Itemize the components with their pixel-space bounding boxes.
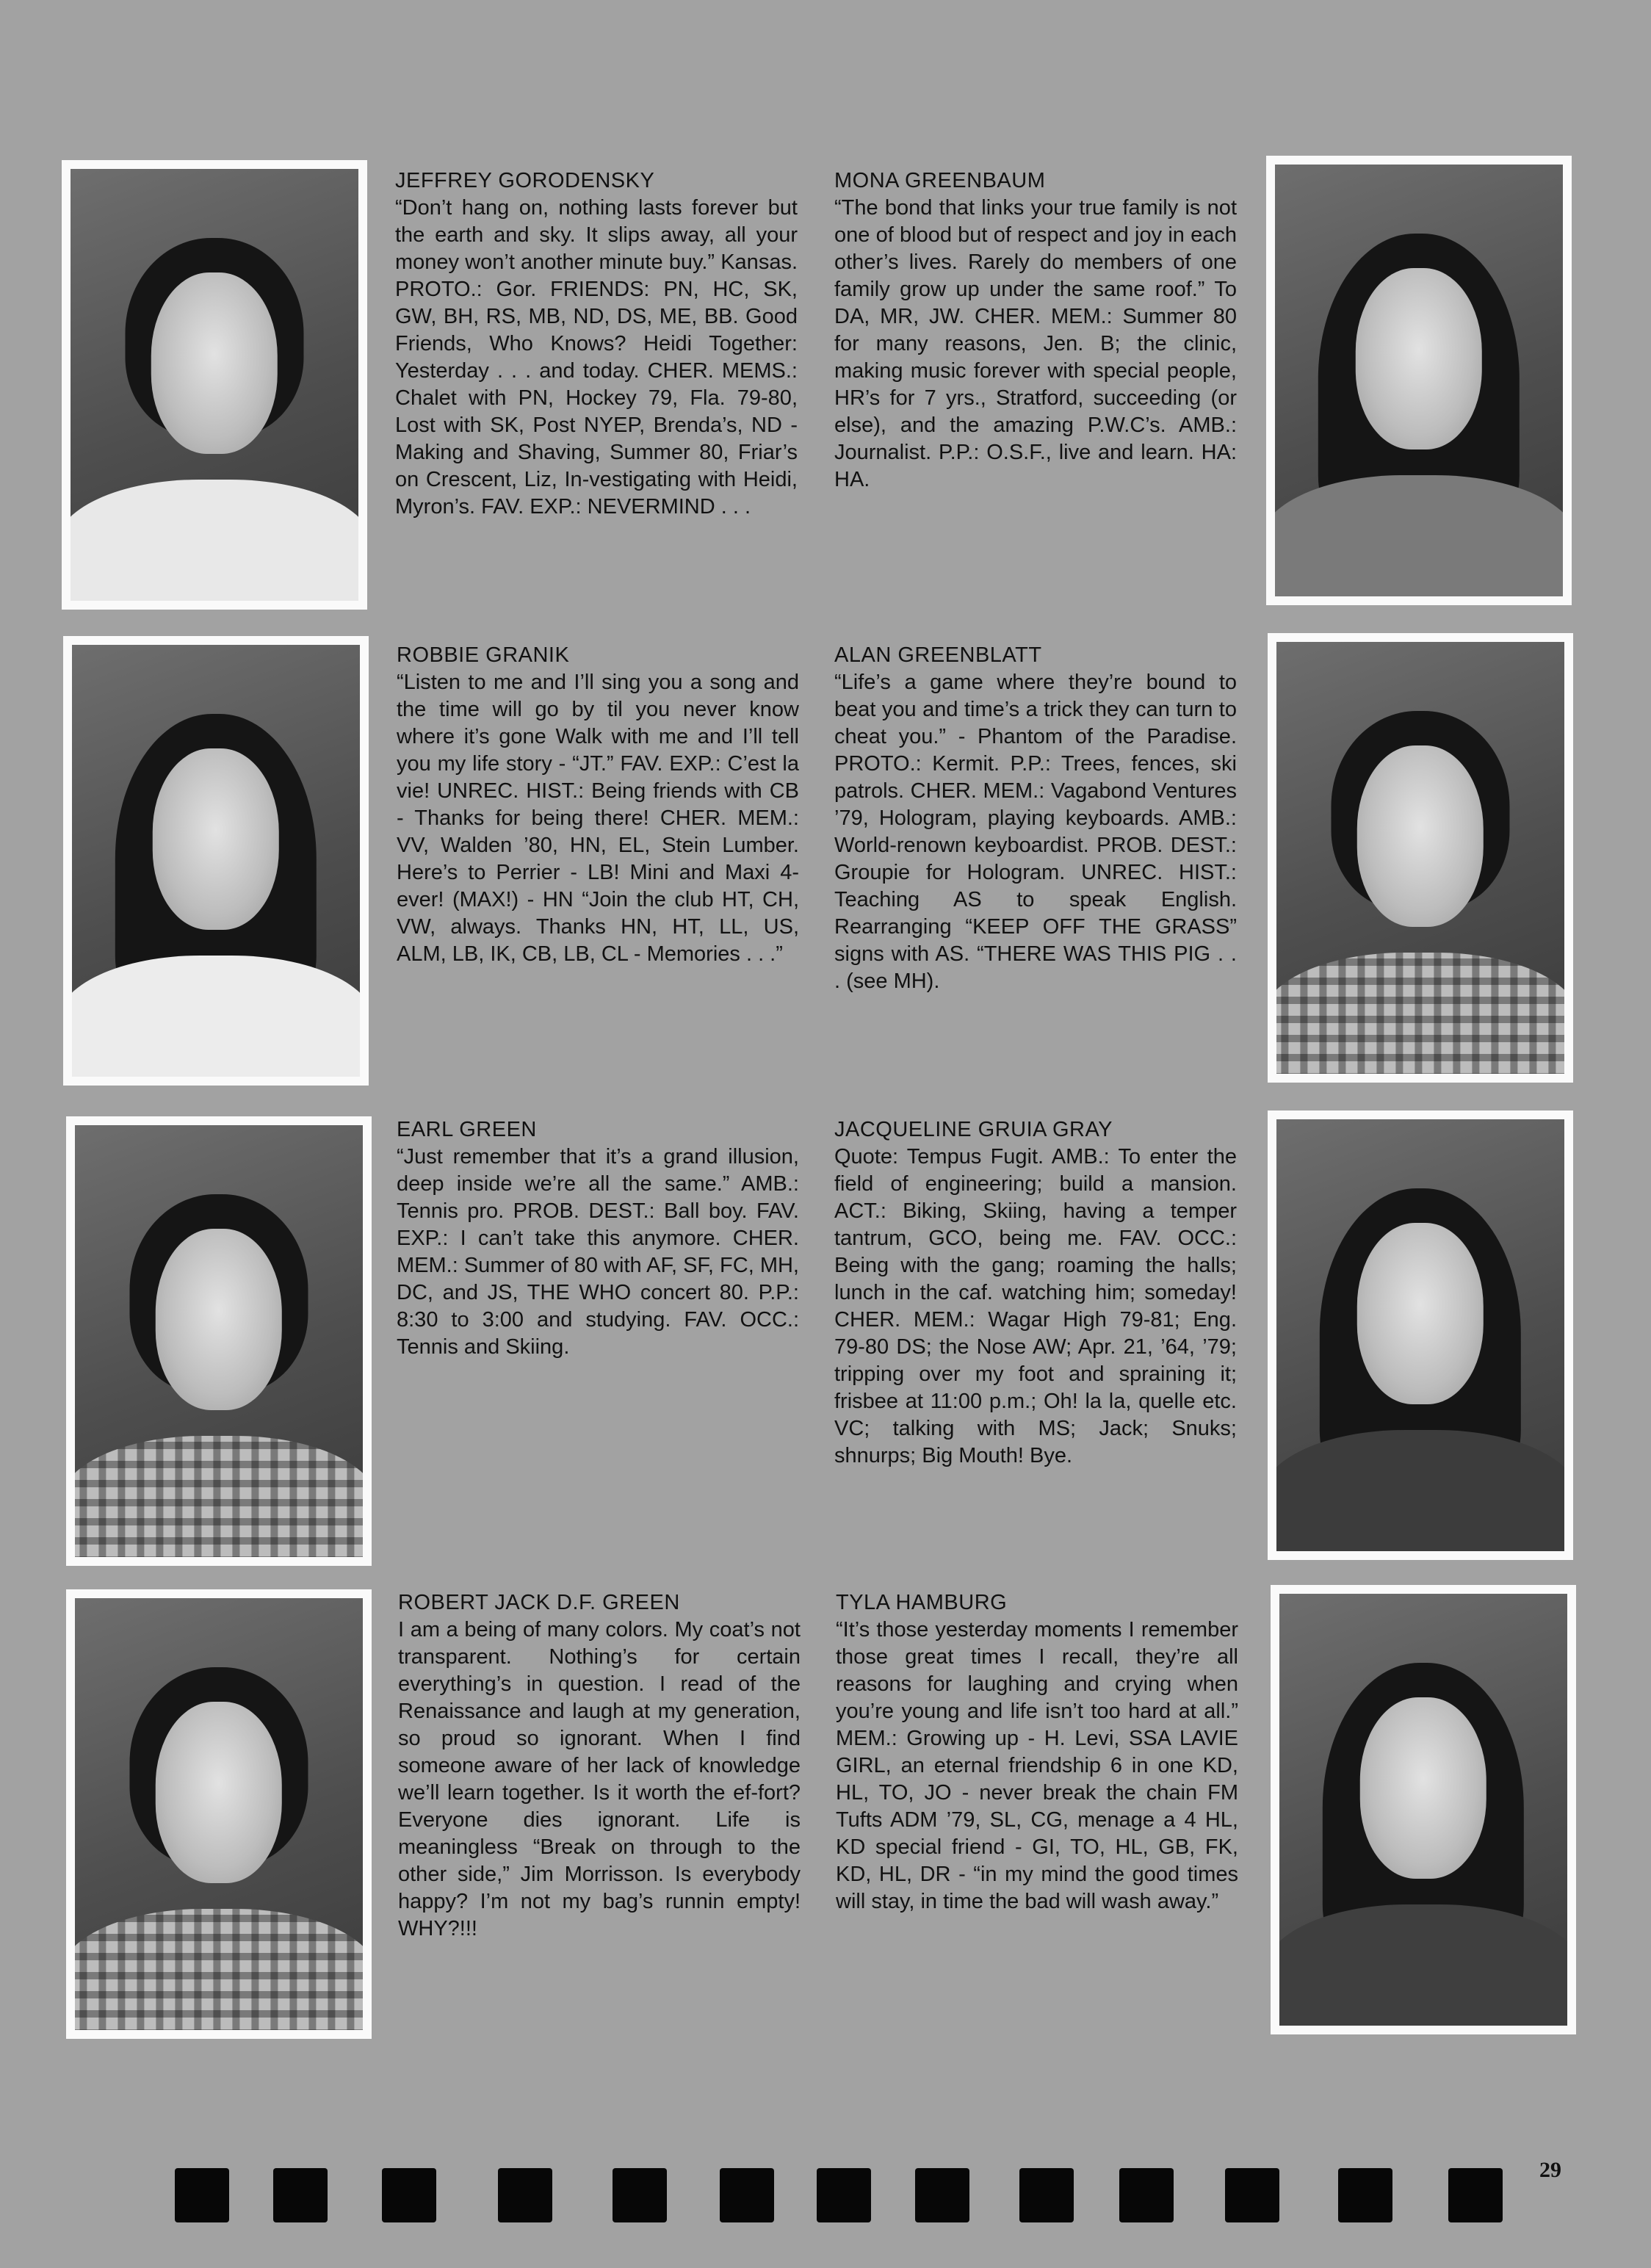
student-bio: “Listen to me and I’ll sing you a song and the time will go by til you never know where it’s gone Walk with me and I’ll tell you my life story - “JT.” FAV. EXP.: C’est la vie! UNREC. HIST.: Being friends with CB - Thanks for being there! CHER. MEM.: VV, Walden ’80, HN, EL, Stein Lumber. Here’s to Perrier - LB! Mini and Maxi 4-ever! (MAX!) - HN “Join the club HT, CH, VW, always. Thanks HN, HT, LL, US, ALM, LB, IK, CB, LB, CL - Memories . . .” [397,671,799,966]
entry-robert-jack-green [398,1589,801,1943]
student-name: ROBBIE GRANIK [397,643,570,667]
entry-jacqueline-gruia-gray [834,1116,1237,1470]
decorative-block [915,2168,969,2222]
portrait-mona-greenbaum [1266,156,1572,605]
portrait-jeffrey-gorodensky [62,160,367,610]
decorative-block [382,2168,436,2222]
entry-earl-green [397,1116,799,1361]
student-name: JEFFREY GORODENSKY [395,169,655,192]
student-bio: “Don’t hang on, nothing lasts forever but the earth and sky. It slips away, all your money won’t another minute buy.” Kansas. PROTO.: Gor. FRIENDS: PN, HC, SK, GW, BH, RS, MB, ND, DS, ME, BB. Good Friends, Who Knows? Heidi Together: Yesterday . . . and today. CHER. MEMS.: Chalet with PN, Hockey 79, Fla. 79-80, Lost with SK, Post NYEP, Brenda’s, ND - Making and Shaving, Summer 80, Friar’s on Crescent, Liz, In-vestigating with Heidi, Myron’s. FAV. EXP.: NEVERMIND . . . [395,196,798,519]
decorative-block [1019,2168,1074,2222]
decorative-block [498,2168,552,2222]
decorative-block [817,2168,871,2222]
decorative-block [175,2168,229,2222]
portrait-robbie-granik [63,636,369,1086]
student-bio: “It’s those yesterday moments I remember those great times I recall, they’re all reasons for laughing and crying when you’re young and life isn’t too hard at all.” MEM.: Growing up - H. Levi, SSA LAVIE GIRL, an eternal friendship 6 in one KD, HL, TO, JO - never break the chain FM Tufts ADM ’79, SL, CG, menage a 4 HL, KD special friend - GI, TO, HL, GB, FK, KD, HL, DR - “in my mind the good times will stay, in time the bad will wash away.” [836,1618,1238,1913]
portrait-jacqueline-gruia-gray [1268,1110,1573,1560]
decorative-block [1338,2168,1392,2222]
entry-tyla-hamburg [836,1589,1238,1915]
student-bio: “Life’s a game where they’re bound to beat you and time’s a trick they can turn to cheat you.” - Phantom of the Paradise. PROTO.: Kermit. P.P.: Trees, fences, ski patrols. CHER. MEM.: Vagabond Ventures ’79, Hologram, playing keyboards. AMB.: World-renown keyboardist. PROB. DEST.: Groupie for Hologram. UNREC. HIST.: Teaching AS to speak English. Rearranging “KEEP OFF THE GRASS” signs with AS. “THERE WAS THIS PIG . . . (see MH). [834,671,1237,993]
student-bio: “The bond that links your true family is not one of blood but of respect and joy in each other’s lives. Rarely do members of one family grow up under the same roof.” To DA, MR, JW. CHER. MEM.: Summer 80 for many reasons, Jen. B; the clinic, making music forever with special people, HR’s for 7 yrs., Stratford, succeeding (or else), and the amazing P.W.C’s. AMB.: Journalist. P.P.: O.S.F., live and learn. HA: HA. [834,196,1237,491]
portrait-robert-jack-green [66,1589,372,2039]
decorative-block [613,2168,667,2222]
decorative-block [273,2168,328,2222]
entry-jeffrey-gorodensky [395,167,798,521]
entry-alan-greenblatt [834,642,1237,995]
decorative-block [1448,2168,1503,2222]
decorative-block [1119,2168,1174,2222]
portrait-alan-greenblatt [1268,633,1573,1083]
student-name: EARL GREEN [397,1118,537,1141]
page-number: 29 [1539,2158,1561,2182]
entry-mona-greenbaum [834,167,1237,494]
portrait-earl-green [66,1116,372,1566]
entry-robbie-granik [397,642,799,968]
student-name: ROBERT JACK D.F. GREEN [398,1591,680,1614]
student-name: MONA GREENBAUM [834,169,1046,192]
decorative-block [1225,2168,1279,2222]
student-name: JACQUELINE GRUIA GRAY [834,1118,1113,1141]
student-bio: I am a being of many colors. My coat’s not transparent. Nothing’s for certain everything’s in question. I read of the Renaissance and laugh at my generation, so proud so ignorant. When I find someone aware of her lack of knowledge we’ll learn together. Is it worth the ef-fort? Everyone dies ignorant. Life is meaningless “Break on through to the other side,” Jim Morrisson. Is everybody happy? I’m not my bag’s runnin empty! WHY?!!! [398,1618,801,1940]
student-name: ALAN GREENBLATT [834,643,1042,667]
student-bio: Quote: Tempus Fugit. AMB.: To enter the field of engineering; build a mansion. ACT.: Biking, Skiing, having a temper tantrum, GCO, being me. FAV. OCC.: Being with the gang; roaming the halls; lunch in the caf. watching him; someday! CHER. MEM.: Wagar High 79-81; Eng. 79-80 DS; the Nose AW; Apr. 21, ’64, ’79; tripping over my foot and spraining it; frisbee at 11:00 p.m.; Oh! la la, quelle etc. VC; talking with MS; Jack; Snuks; shnurps; Big Mouth! Bye. [834,1145,1237,1467]
student-bio: “Just remember that it’s a grand illusion, deep inside we’re all the same.” AMB.: Tennis pro. PROB. DEST.: Ball boy. FAV. EXP.: I can’t take this anymore. CHER. MEM.: Summer of 80 with AF, SF, FC, MH, DC, and JS, THE WHO concert 80. P.P.: 8:30 to 3:00 and studying. FAV. OCC.: Tennis and Skiing. [397,1145,799,1359]
portrait-tyla-hamburg [1271,1585,1576,2034]
student-name: TYLA HAMBURG [836,1591,1008,1614]
decorative-block [720,2168,774,2222]
